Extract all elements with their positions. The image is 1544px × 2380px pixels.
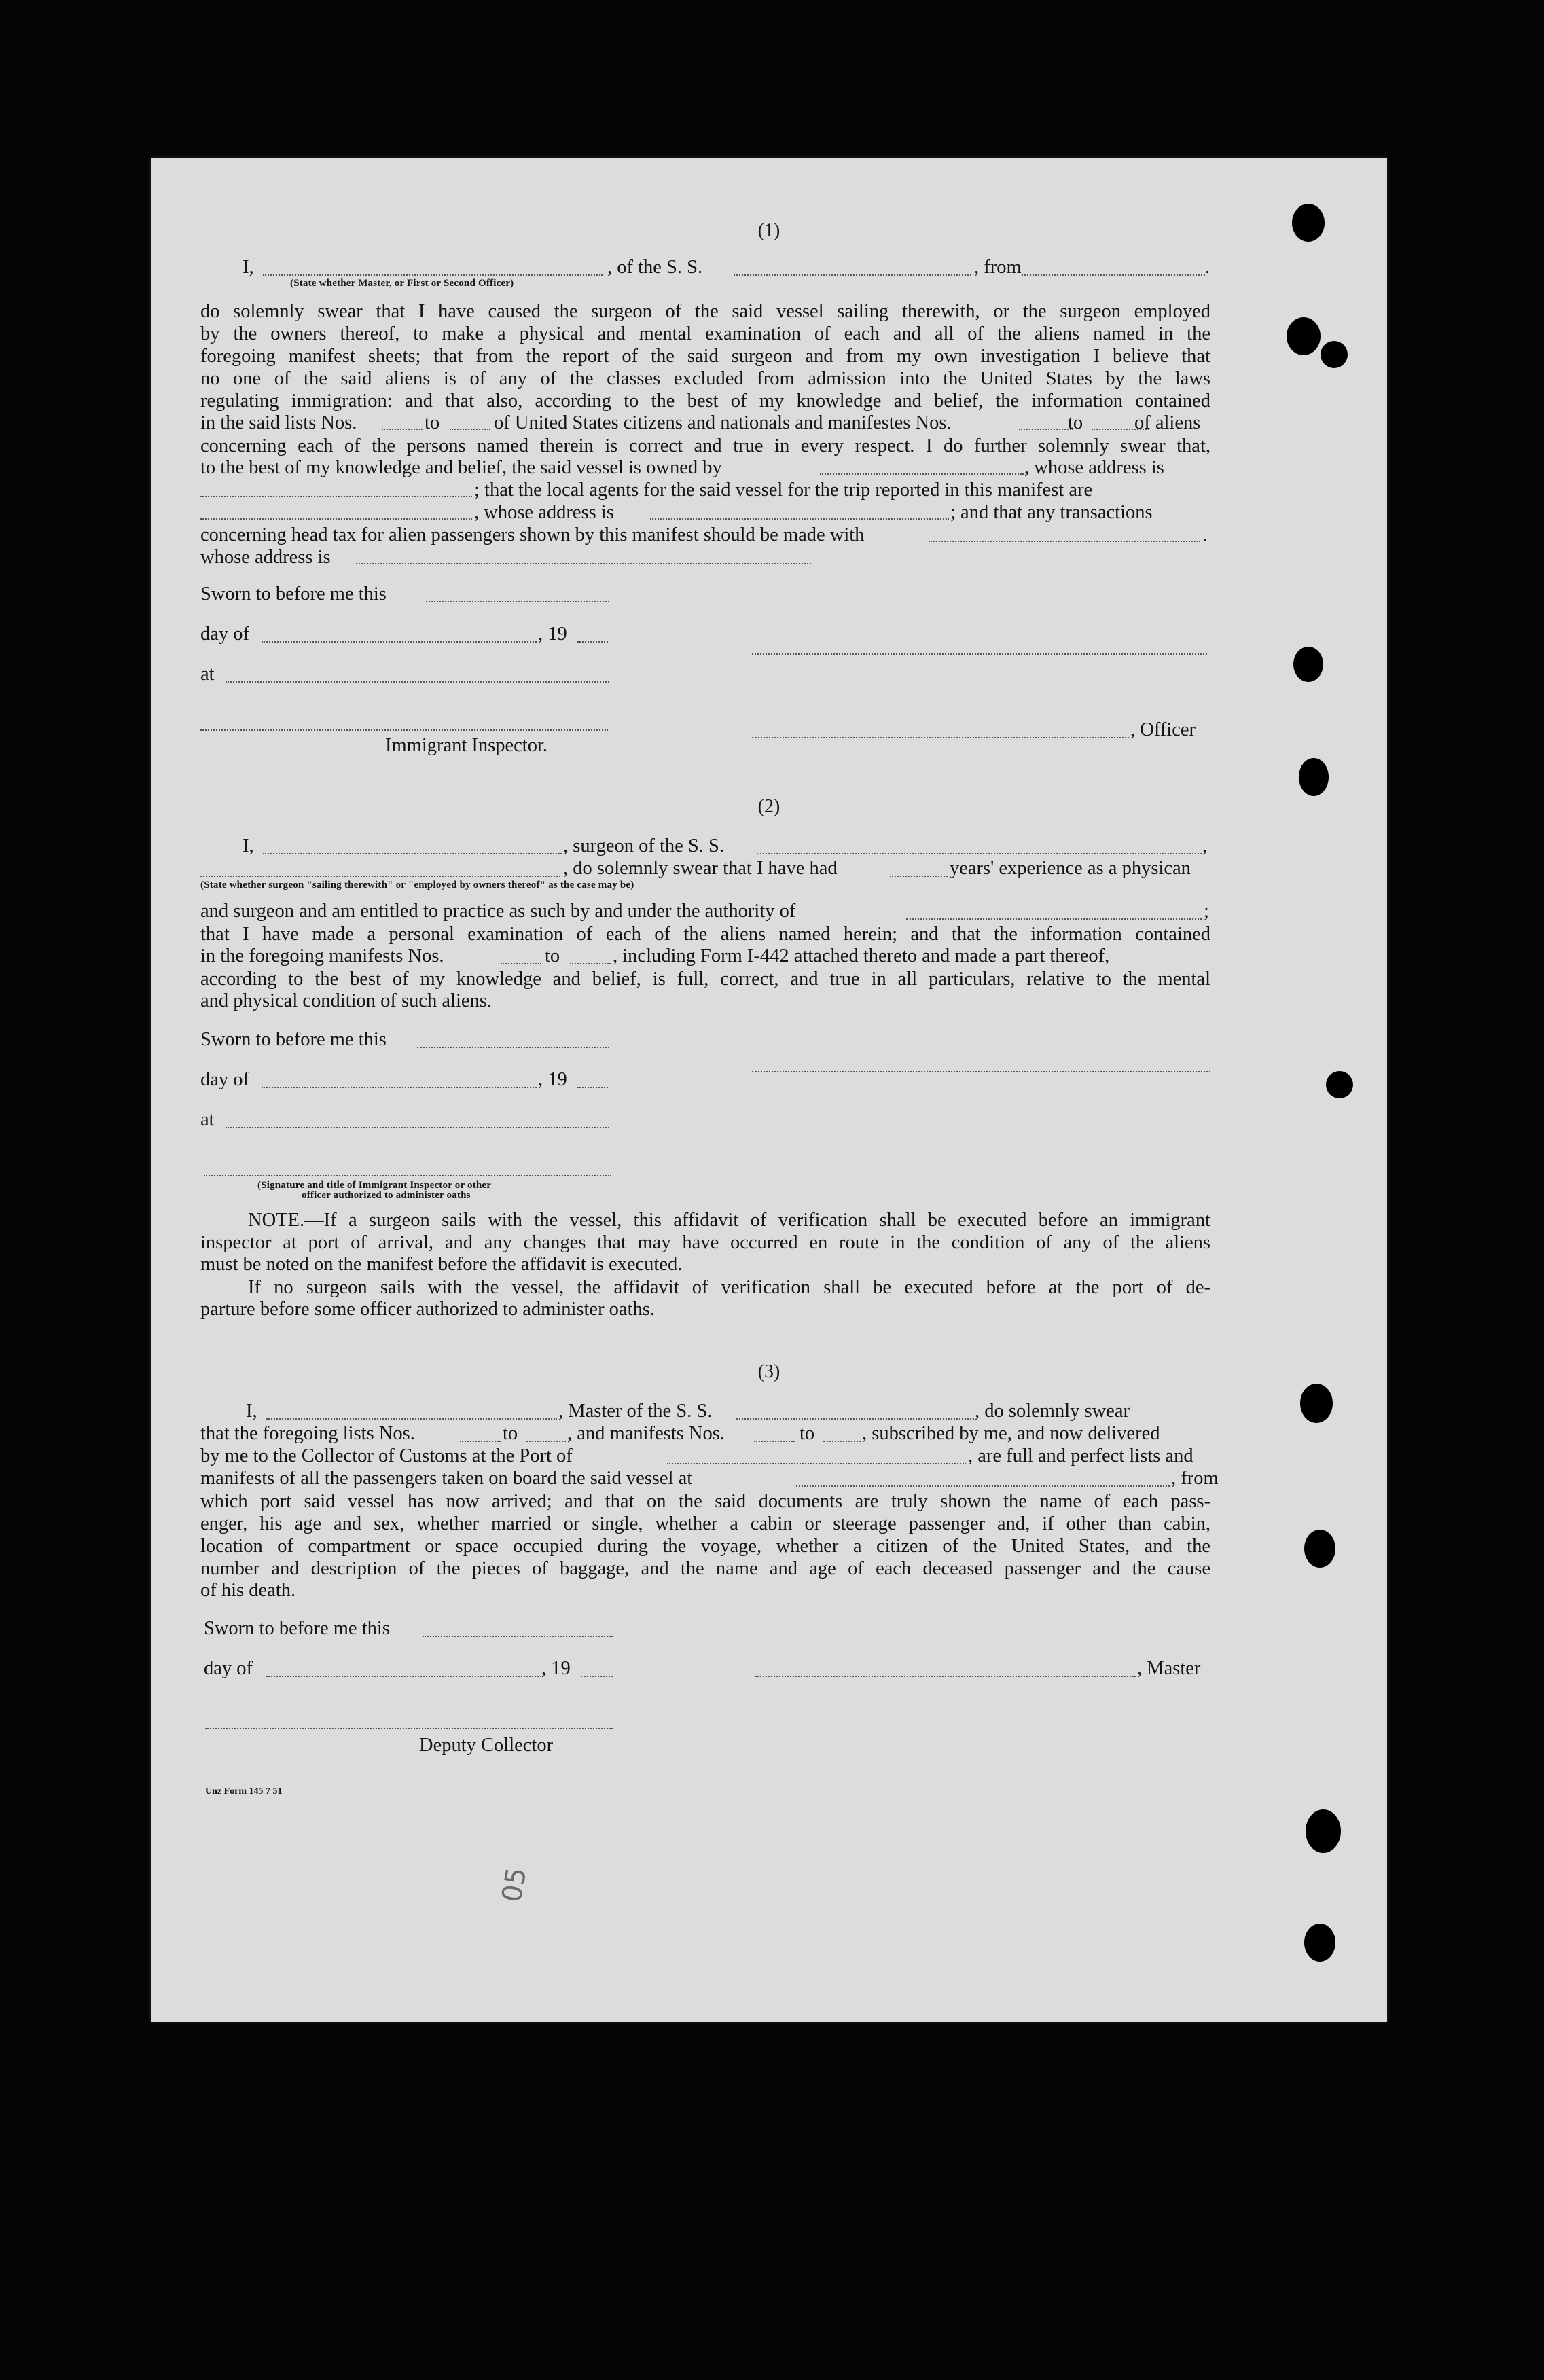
- blank-field: [356, 563, 811, 564]
- blank-field: [754, 1441, 795, 1442]
- blank-field: [650, 518, 949, 520]
- text: , from: [974, 257, 1022, 278]
- text-line: no one of the said aliens is of any of the classes excluded from admission into the United States by the laws: [200, 368, 1210, 389]
- officer-label: , Officer: [1130, 719, 1196, 740]
- blank-field: [263, 853, 562, 854]
- blank-field: [200, 876, 560, 877]
- note-line: parture before some officer authorized to administer oaths.: [200, 1299, 655, 1320]
- punch-hole: [1304, 1530, 1335, 1568]
- signature-note: officer authorized to administer oaths: [302, 1190, 471, 1201]
- text: and surgeon and am entitled to practice as such by and under the authority of: [200, 901, 796, 922]
- text: , Master of the S. S.: [558, 1401, 713, 1422]
- signature-line: [752, 653, 1207, 655]
- inspector-label: Immigrant Inspector.: [385, 735, 548, 756]
- document-page: [151, 158, 1387, 2022]
- note-line: NOTE.—If a surgeon sails with the vessel, this affidavit of verification shall be executed before an immigrant: [248, 1210, 1210, 1231]
- text-line: concerning each of the persons named therein is correct and true in every respect. I do further solemnly swear that,: [200, 435, 1210, 456]
- text: , surgeon of the S. S.: [563, 835, 724, 857]
- text: to: [1068, 412, 1083, 433]
- punch-hole: [1300, 1384, 1333, 1423]
- text: .: [1202, 524, 1208, 545]
- text: to the best of my knowledge and belief, the said vessel is owned by: [200, 457, 722, 478]
- text: manifests of all the passengers taken on board the said vessel at: [200, 1468, 693, 1489]
- text: years' experience as a physican: [950, 858, 1191, 879]
- text: of aliens: [1134, 412, 1201, 433]
- blank-field: [1022, 274, 1205, 276]
- text: , are full and perfect lists and: [968, 1445, 1193, 1466]
- punch-hole: [1321, 341, 1348, 368]
- text: in the foregoing manifests Nos.: [200, 945, 444, 967]
- year-label: , 19: [538, 624, 567, 645]
- blank-field: [757, 853, 1202, 854]
- sworn-label: Sworn to before me this: [200, 583, 387, 605]
- text: whose address is: [200, 547, 331, 568]
- text-line: of his death.: [200, 1580, 296, 1601]
- at-label: at: [200, 1109, 215, 1130]
- blank-field: [382, 429, 423, 430]
- text-line: enger, his age and sex, whether married or single, whether a cabin or steerage passenger and, if other than cabin,: [200, 1513, 1210, 1534]
- day-of-label: day of: [204, 1658, 253, 1679]
- text: , including Form I-442 attached thereto and made a part thereof,: [613, 945, 1110, 967]
- signature-line: [752, 1071, 1210, 1072]
- text: , subscribed by me, and now delivered: [862, 1423, 1160, 1444]
- text: I,: [246, 1401, 257, 1422]
- text: , of the S. S.: [607, 257, 703, 278]
- text-line: and physical condition of such aliens.: [200, 990, 492, 1011]
- text: to: [425, 412, 440, 433]
- punch-hole: [1326, 1071, 1353, 1098]
- blank-field: [266, 1676, 541, 1677]
- signature-line: [755, 1676, 1136, 1677]
- collector-label: Deputy Collector: [419, 1735, 554, 1756]
- signature-line: [205, 1728, 613, 1729]
- blank-field: [929, 541, 1200, 542]
- text: , from: [1171, 1468, 1219, 1489]
- blank-field: [200, 496, 472, 497]
- pencil-mark: 05: [496, 1864, 533, 1905]
- blank-field: [526, 1441, 566, 1442]
- text-line: do solemnly swear that I have caused the surgeon of the said vessel sailing therewith, or the surgeon employed: [200, 301, 1210, 322]
- text: in the said lists Nos.: [200, 412, 357, 433]
- signature-line: [200, 729, 608, 731]
- text: ; that the local agents for the said vessel for the trip reported in this manifest are: [474, 480, 1093, 501]
- text: that the foregoing lists Nos.: [200, 1423, 415, 1444]
- year-label: , 19: [541, 1658, 571, 1679]
- text: I,: [243, 257, 254, 278]
- signature-line: [204, 1175, 611, 1176]
- blank-field: [906, 918, 1202, 920]
- text: , do solemnly swear that I have had: [563, 858, 838, 879]
- punch-hole: [1293, 647, 1323, 682]
- blank-field: [1019, 429, 1073, 430]
- blank-field: [570, 963, 611, 964]
- blank-field: [460, 1441, 501, 1442]
- day-of-label: day of: [200, 624, 250, 645]
- master-label: , Master: [1137, 1658, 1201, 1679]
- text: to: [503, 1423, 518, 1444]
- punch-hole: [1306, 1809, 1341, 1853]
- text: to: [800, 1423, 815, 1444]
- text-line: which port said vessel has now arrived; and that on the said documents are truly shown the name of each pass-: [200, 1491, 1210, 1512]
- blank-field: [417, 1047, 609, 1048]
- blank-field: [266, 1418, 557, 1420]
- blank-field: [263, 274, 603, 276]
- blank-field: [262, 641, 537, 643]
- text-line: location of compartment or space occupied during the voyage, whether a citizen of the United States, and the: [200, 1536, 1210, 1557]
- signature-line: [752, 737, 1129, 738]
- text-line: that I have made a personal examination of each of the aliens named herein; and that the information contained: [200, 924, 1210, 945]
- day-of-label: day of: [200, 1069, 250, 1090]
- blank-field: [423, 1636, 613, 1637]
- text: to: [545, 945, 560, 967]
- blank-field: [501, 963, 541, 964]
- blank-field: [226, 1127, 609, 1128]
- text-line: according to the best of my knowledge and belief, is full, correct, and true in all particulars, relative to the mental: [200, 969, 1210, 990]
- blank-field: [262, 1087, 537, 1088]
- field-note: (State whether surgeon "sailing therewith" or "employed by owners thereof" as the case may be): [200, 880, 634, 890]
- year-label: , 19: [538, 1069, 567, 1090]
- sworn-label: Sworn to before me this: [200, 1029, 387, 1050]
- note-line: must be noted on the manifest before the affidavit is executed.: [200, 1254, 683, 1275]
- signature-note: (Signature and title of Immigrant Inspector or other: [257, 1180, 492, 1191]
- blank-field: [577, 1087, 608, 1088]
- section-number-2: (2): [757, 796, 780, 817]
- punch-hole: [1287, 317, 1321, 355]
- text: by me to the Collector of Customs at the Port of: [200, 1445, 573, 1466]
- section-number-1: (1): [757, 220, 780, 241]
- blank-field: [736, 1418, 974, 1420]
- punch-hole: [1299, 758, 1329, 796]
- text-line: regulating immigration: and that also, according to the best of my knowledge and belief, the information contained: [200, 391, 1210, 412]
- text: , and manifests Nos.: [567, 1423, 725, 1444]
- blank-field: [450, 429, 490, 430]
- blank-field: [581, 1676, 613, 1677]
- text: ,: [1202, 835, 1208, 857]
- note-line: If no surgeon sails with the vessel, the affidavit of verification shall be executed before at the port of de-: [248, 1277, 1210, 1298]
- text: of United States citizens and nationals and manifestes Nos.: [494, 412, 952, 433]
- blank-field: [577, 641, 608, 643]
- text-line: number and description of the pieces of baggage, and the name and age of each deceased passenger and the cause: [200, 1558, 1210, 1579]
- text: I,: [243, 835, 254, 857]
- section-number-3: (3): [757, 1361, 780, 1382]
- text: ; and that any transactions: [950, 502, 1153, 523]
- blank-field: [226, 681, 609, 683]
- blank-field: [734, 274, 971, 276]
- blank-field: [796, 1485, 1170, 1487]
- blank-field: [200, 518, 472, 520]
- blank-field: [820, 473, 1024, 475]
- text: , whose address is: [474, 502, 614, 523]
- sworn-label: Sworn to before me this: [204, 1618, 390, 1639]
- text-line: foregoing manifest sheets; that from the report of the said surgeon and from my own investigation I believe that: [200, 346, 1210, 367]
- at-label: at: [200, 664, 215, 685]
- text: concerning head tax for alien passengers shown by this manifest should be made with: [200, 524, 865, 545]
- blank-field: [890, 876, 948, 877]
- blank-field: [667, 1463, 966, 1464]
- punch-hole: [1304, 1924, 1335, 1962]
- blank-field: [823, 1441, 861, 1442]
- blank-field: [426, 601, 609, 602]
- text: , do solemnly swear: [975, 1401, 1130, 1422]
- form-number: Unz Form 145 7 51: [205, 1786, 283, 1797]
- note-line: inspector at port of arrival, and any changes that may have occurred en route in the condition of any of the aliens: [200, 1232, 1210, 1253]
- text: ;: [1204, 901, 1209, 922]
- text: .: [1205, 257, 1210, 278]
- text: , whose address is: [1024, 457, 1164, 478]
- text-line: by the owners thereof, to make a physical and mental examination of each and all of the aliens named in the: [200, 323, 1210, 344]
- field-note: (State whether Master, or First or Second Officer): [290, 278, 514, 289]
